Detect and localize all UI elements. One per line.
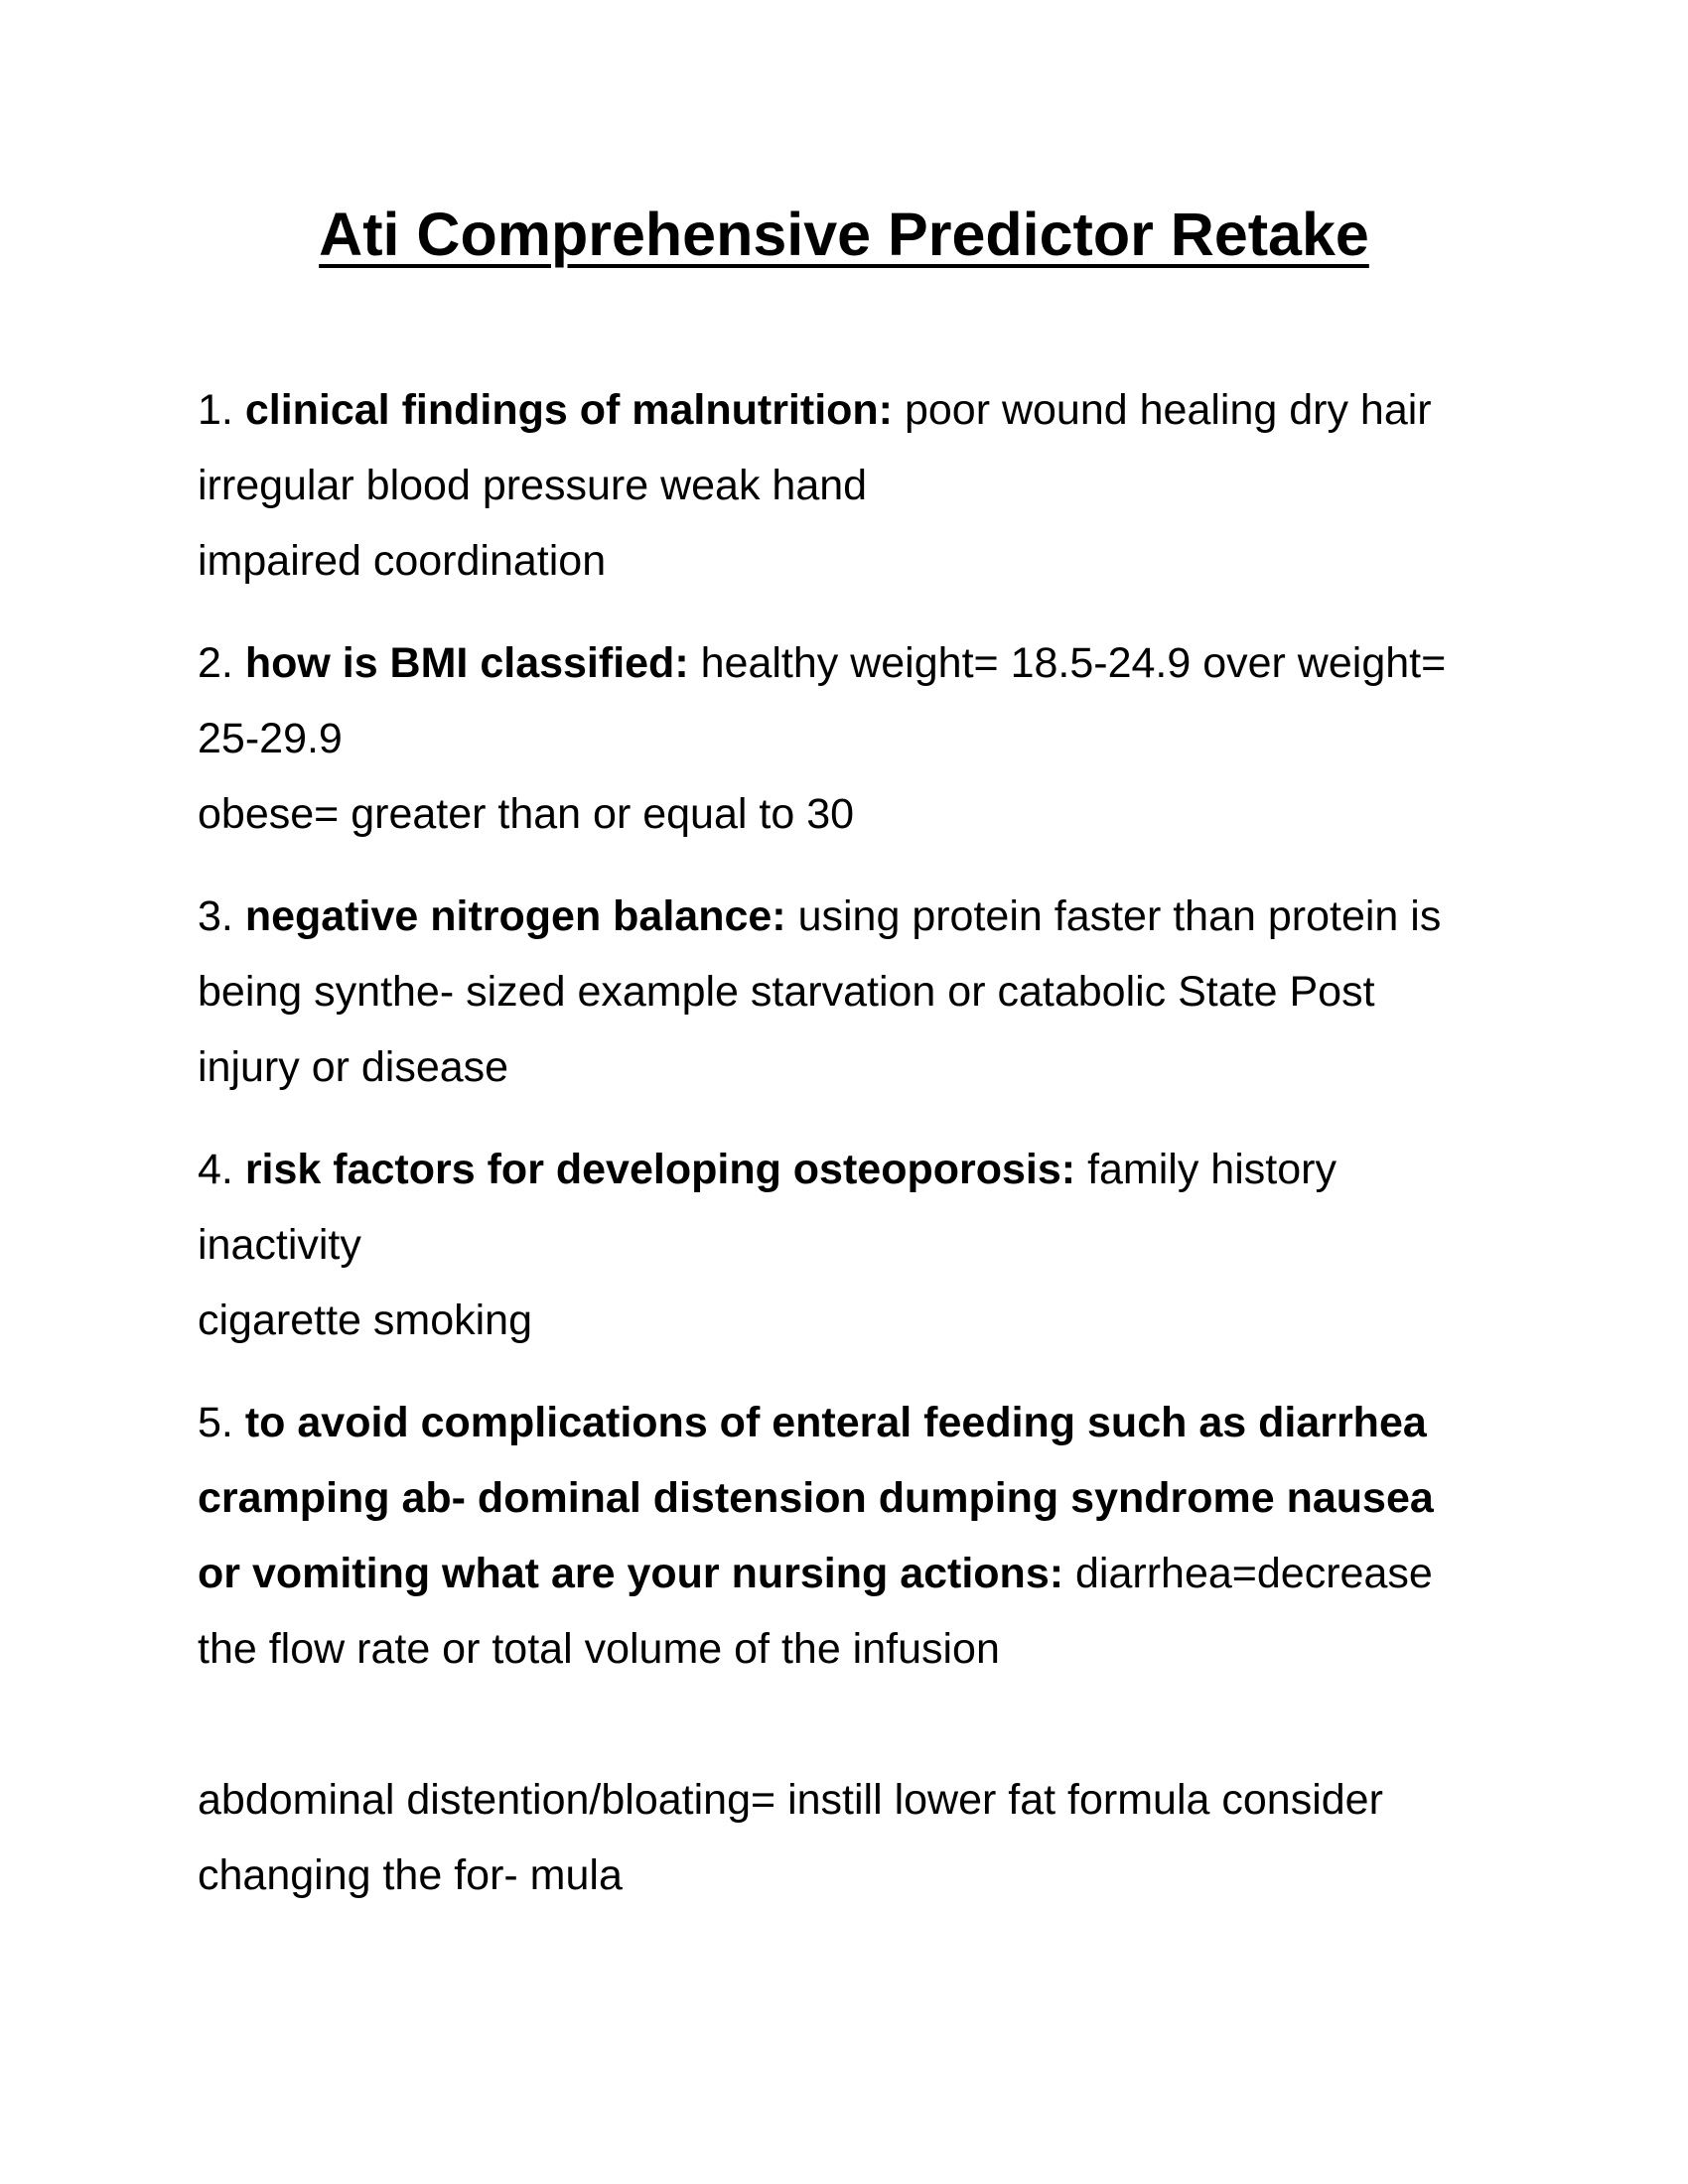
item-answer-line: obese= greater than or equal to 30 (198, 790, 855, 838)
item-line (198, 879, 1488, 954)
item-answer-line: injury or disease (198, 1043, 509, 1091)
document-title: Ati Comprehensive Predictor Retake (319, 201, 1369, 268)
item-line (198, 625, 1488, 701)
list-item-2 (198, 625, 1488, 852)
item-answer: family history (1087, 1146, 1336, 1193)
item-answer-line: cigarette smoking (198, 1297, 532, 1344)
item-question: or vomiting what are your nursing actions: (198, 1550, 1064, 1597)
paragraph-spacer (198, 1687, 1488, 1762)
list-item-3 (198, 879, 1488, 1105)
item-answer-line: being synthe- sized example starvation or catabolic State Post (198, 968, 1375, 1016)
list-item-4 (198, 1132, 1488, 1358)
item-question: risk factors for developing osteoporosis: (244, 1146, 1076, 1193)
item-answer-line: changing the for- mula (198, 1851, 623, 1899)
item-answer-line: the flow rate or total volume of the infusion (198, 1625, 1000, 1673)
item-number: 2. (198, 639, 233, 687)
item-line (198, 1132, 1488, 1207)
item-question: how is BMI classified: (244, 639, 689, 687)
document-body (198, 372, 1488, 1940)
item-answer-line: inactivity (198, 1221, 361, 1269)
item-number: 3. (198, 892, 233, 940)
list-item-1 (198, 372, 1488, 599)
item-answer-line: abdominal distention/bloating= instill lower fat formula consider (198, 1776, 1383, 1824)
item-answer: using protein faster than protein is (797, 892, 1442, 940)
item-answer-line: impaired coordination (198, 537, 607, 585)
item-answer-line: 25-29.9 (198, 715, 343, 762)
item-line (198, 1536, 1488, 1611)
item-line (198, 372, 1488, 448)
item-number: 5. (198, 1399, 233, 1446)
item-question: to avoid complications of enteral feeding such as diarrhea (244, 1399, 1427, 1446)
item-answer: diarrhea=decrease (1075, 1550, 1433, 1597)
item-answer: healthy weight= 18.5-24.9 over weight= (700, 639, 1447, 687)
item-question-line: cramping ab- dominal distension dumping syndrome nausea (198, 1474, 1434, 1522)
item-number: 4. (198, 1146, 233, 1193)
item-answer: poor wound healing dry hair (904, 386, 1432, 434)
item-question: negative nitrogen balance: (244, 892, 786, 940)
list-item-5 (198, 1385, 1488, 1913)
item-answer-line: irregular blood pressure weak hand (198, 462, 868, 509)
item-line (198, 1385, 1488, 1460)
item-question: clinical findings of malnutrition: (244, 386, 893, 434)
item-number: 1. (198, 386, 233, 434)
